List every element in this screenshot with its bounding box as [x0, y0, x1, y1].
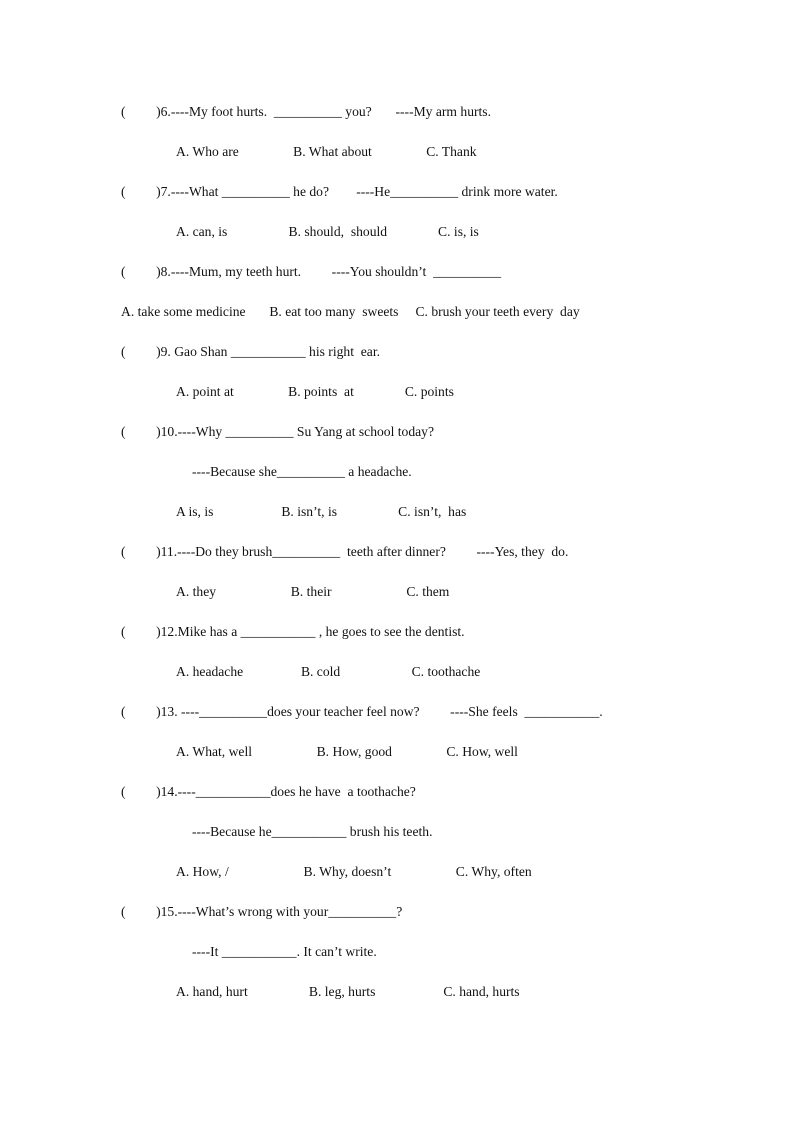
question-6-options: A. Who are B. What about C. Thank	[176, 144, 477, 159]
question-15-second-line: ----It ___________. It can’t write.	[192, 944, 377, 959]
question-10-second-line: ----Because she__________ a headache.	[192, 464, 412, 479]
question-11: ( )11.----Do they brush__________ teeth after dinner? ----Yes, they do.	[121, 544, 569, 559]
question-13: ( )13. ----__________does your teacher feel now? ----She feels ___________.	[121, 704, 603, 719]
question-10-options: A is, is B. isn’t, is C. isn’t, has	[176, 504, 467, 519]
question-7: ( )7.----What __________ he do? ----He__________ drink more water.	[121, 184, 558, 199]
question-15-options: A. hand, hurt B. leg, hurts C. hand, hurts	[176, 984, 520, 999]
question-6: ( )6.----My foot hurts. __________ you? ----My arm hurts.	[121, 104, 491, 119]
question-8-options: A. take some medicine B. eat too many sweets C. brush your teeth every day	[121, 304, 580, 319]
question-13-options: A. What, well B. How, good C. How, well	[176, 744, 518, 759]
question-12-options: A. headache B. cold C. toothache	[176, 664, 481, 679]
question-15: ( )15.----What’s wrong with your__________?	[121, 904, 403, 919]
question-14-options: A. How, / B. Why, doesn’t C. Why, often	[176, 864, 532, 879]
question-9: ( )9. Gao Shan ___________ his right ear.	[121, 344, 381, 359]
question-7-options: A. can, is B. should, should C. is, is	[176, 224, 479, 239]
question-8: ( )8.----Mum, my teeth hurt. ----You shouldn’t __________	[121, 264, 502, 279]
question-14-second-line: ----Because he___________ brush his teeth.	[192, 824, 433, 839]
question-11-options: A. they B. their C. them	[176, 584, 450, 599]
question-10: ( )10.----Why __________ Su Yang at school today?	[121, 424, 434, 439]
question-9-options: A. point at B. points at C. points	[176, 384, 454, 399]
question-12: ( )12.Mike has a ___________ , he goes to see the dentist.	[121, 624, 465, 639]
question-14: ( )14.----___________does he have a toothache?	[121, 784, 416, 799]
